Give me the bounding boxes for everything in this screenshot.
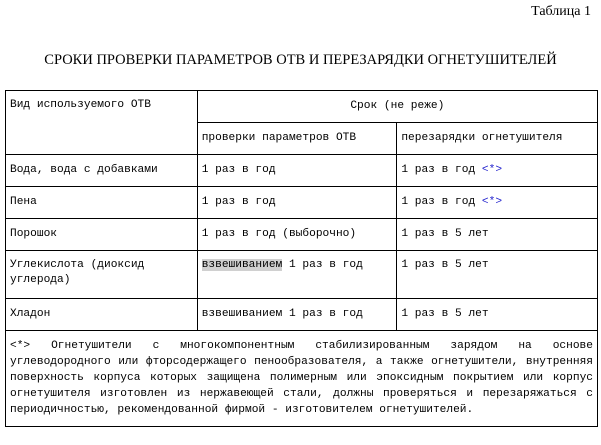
agent-type-cell: Хладон [6, 299, 198, 331]
footnote-ref-link[interactable]: <*> [481, 196, 503, 208]
highlighted-text: взвешиванием [201, 259, 283, 271]
table-row [6, 251, 598, 299]
agent-type-cell: Порошок [6, 219, 198, 251]
agent-type-cell: Пена [6, 187, 198, 219]
table-row [6, 219, 598, 251]
table-header-row [6, 91, 598, 123]
check-cell: 1 раз в год [197, 187, 397, 219]
recharge-cell: 1 раз в 5 лет [397, 219, 598, 251]
recharge-cell [397, 155, 598, 187]
extinguisher-table [5, 90, 598, 427]
check-cell: 1 раз в год [197, 155, 397, 187]
recharge-cell [397, 187, 598, 219]
recharge-cell: 1 раз в 5 лет [397, 251, 598, 299]
footnote-text: <*> Огнетушители с многокомпонентным стабилизированным зарядом на основе углеводородного или фторсодержащего пенообразователя, а также огнетушители, внутренняя поверхность корпуса которых защищена полимерным или эпоксидным покрытием или корпус огнетушителя изготовлен из нержавеющей стали, должны проверяться и перезаряжаться с периодичностью, рекомендованной фирмой - изготовителем огнетушителей. [6, 331, 598, 427]
check-text: 1 раз в год [282, 259, 363, 271]
check-cell: взвешиванием 1 раз в год [197, 299, 397, 331]
agent-type-cell: Углекислота (диоксид углерода) [6, 251, 198, 299]
table-row [6, 155, 598, 187]
header-agent-type: Вид используемого ОТВ [6, 91, 198, 155]
table-row [6, 187, 598, 219]
check-cell: 1 раз в год (выборочно) [197, 219, 397, 251]
recharge-value: 1 раз в год [401, 196, 476, 208]
header-recharge: перезарядки огнетушителя [397, 123, 598, 155]
footnote-row [6, 331, 598, 427]
table-caption: Таблица 1 [531, 4, 591, 19]
recharge-value: 1 раз в год [401, 164, 476, 176]
recharge-cell: 1 раз в 5 лет [397, 299, 598, 331]
check-cell [197, 251, 397, 299]
table-row [6, 299, 598, 331]
agent-type-cell: Вода, вода с добавками [6, 155, 198, 187]
header-term: Срок (не реже) [197, 91, 597, 123]
header-check: проверки параметров ОТВ [197, 123, 397, 155]
footnote-ref-link[interactable]: <*> [481, 164, 503, 176]
document-title: СРОКИ ПРОВЕРКИ ПАРАМЕТРОВ ОТВ И ПЕРЕЗАРЯДКИ ОГНЕТУШИТЕЛЕЙ [44, 52, 557, 68]
